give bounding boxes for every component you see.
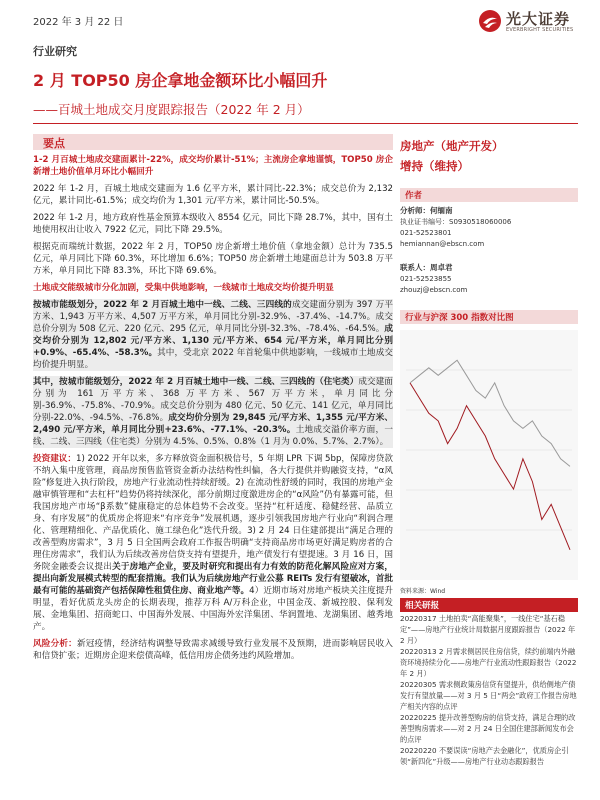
rating-label: 增持（维持）	[400, 159, 469, 173]
chart-heading-bar	[400, 310, 578, 324]
analyst-cert: 执业证书编号：S0930518060006	[400, 218, 512, 226]
index-comparison-chart	[400, 330, 578, 580]
logo-english: EVERBRIGHT SECURITIES	[506, 27, 574, 33]
everbright-logo-icon	[478, 9, 502, 33]
related-heading-bar	[400, 598, 578, 612]
logo-name: 光大证券	[506, 10, 571, 28]
report-date: 2022 年 3 月 22 日	[33, 17, 124, 28]
related-heading: 相关研报	[405, 601, 440, 611]
chart-heading: 行业与沪深 300 指数对比图	[405, 313, 514, 323]
summary-heading-bar	[33, 134, 393, 150]
summary-highlight-2: 土地成交能级城市分化加剧，受集中供地影响，一线城市土地成交均价提升明显	[33, 283, 334, 293]
industry-label: 房地产（地产开发）	[400, 139, 504, 153]
summary-paragraph-city-tiers: 按城市能级划分，2022 年 2 月百城土地中一线、二线、三四线的成交建面分别为 397 万平方米、1,943 万平方米、4,507 万平方米，单月同比分别-32.9%、-37.4%、-14.7%。成交总价分别为 508 亿元、220 亿元、295 亿元，单月同比分别-32.3%、-78.4%、-64.5%。成交均价分别为 12,802 元/平方米、1,130 元/平方米、654 元/平方米，单月同比分别+0.9%、-65.4%、-58.3%。其中，受北京 2022 年首轮集中供地影响，一线城市土地成交均价提升明显。	[33, 300, 394, 370]
summary-highlight-1: 1-2 月百城土地成交建面累计-22%，成交均价累计-51%；主流房企拿地谨慎，TOP50 房企新增土地价值单月环比小幅回升	[33, 155, 393, 177]
summary-paragraph-residential: 其中，按城市能级划分，2022 年 2 月百城土地中一线、二线、三四线的（住宅类）成交建面分别为 161 万平方米、368 万平方米、567 万平方米，单月同比分别-36.9%、-75.8%、-70.9%。成交总价分别为 480 亿元、50 亿元、141 亿元，单月同比分别-22.0%、-94.5%、-76.8%。成交均价分别为 29,845 元/平方米、1,355 元/平方米、2,490 元/平方米，单月同比分别+23.6%、-77.1%、-20.3%。土地成交溢价率方面，一线、二线、三四线（住宅类）分别为 4.5%、0.5%、0.8%（1 月为 0.0%、5.7%、2.7%）。	[33, 377, 393, 447]
report-subtitle: ——百城土地成交月度跟踪报告（2022 年 2 月）	[33, 102, 310, 117]
title-divider	[33, 123, 578, 124]
authors-heading: 作者	[405, 191, 423, 201]
summary-body	[33, 154, 393, 667]
analyst-phone: 021-52523801	[400, 229, 452, 237]
company-logo	[478, 6, 578, 36]
summary-paragraph: 2022 年 1-2 月，地方政府性基金预算本级收入 8554 亿元，同比下降 28.7%，其中，国有土地使用权出让收入 7922 亿元，同比下降 29.5%。	[33, 213, 393, 235]
investment-advice: 投资建议：1) 2022 开年以来，多方释放资金面积极信号，5 年期 LPR 下调 5bp，保障房贷款不纳入集中度管理，商品房预售监管资金新办法结构性纠偏，各大行提供并购融资支持，“α风险”修复进入执行阶段，房地产行业流动性持续舒缓。2) 在流动性舒缓的同时，我国的房地产金融审慎管理和“去杠杆”趋势仍将持续深化，部分前期过度激进房企的“α风险”仍有暴露可能，但我国房地产市场“β系数”健康稳定的总体趋势不会改变。坚持“杠杆适度、稳健经营、品质立身、有序发展”的优质房企将迎来“有序竞争”发展机遇，逐步引领我国房地产行业向“利润合理化、管理精细化、产品优质化、施工绿色化”迭代升级。3) 2 月 24 日住建部提出“满足合理的改善型购房需求”，3 月 5 日全国两会政府工作报告明确“支持商品房市场更好满足购房者的合理住房需求”，我们认为后续改善房信贷支持有望提升，地产债发行有望提速。3 月 16 日，国务院金融委会议提出关于房地产企业，要及时研究和提出有力有效的防范化解风险应对方案，提出向新发展模式转型的配套措施。我们认为后续房地产行业公募 REITs 发行有望破冰，首批最有可能的基础资产包括保障性租赁住房、商业地产等。4）近期市场对房地产板块关注度提升明显，看好优质龙头房企的长期表现，推荐万科 A/万科企业，中国金茂、新城控股、保利发展、金地集团、招商蛇口、中国海外发展、中国海外宏洋集团、华润置地、龙湖集团、越秀地产。	[33, 454, 393, 632]
contact-name: 联系人：周卓君	[400, 263, 453, 272]
analyst-name: 分析师：何缅南	[400, 206, 453, 215]
related-report-item[interactable]: 20220305 需求侧政策房信贷有望提升，供给侧地产债发行有望放量——对 3 月 5 日“两会”政府工作报告房地产相关内容的点评	[400, 680, 577, 711]
related-report-item[interactable]: 20220317 土地拍卖“高能聚集”，一线住宅“基石稳定”——房地产行业统计局数据月度跟踪报告（2022 年 2 月）	[400, 614, 576, 645]
related-report-item[interactable]: 20220313 2 月需求侧居民住房信贷，续约前端内外融资环境持续分化——房地产行业流动性跟踪报告（2022 年 2 月）	[400, 647, 577, 678]
summary-paragraph: 2022 年 1-2 月，百城土地成交建面为 1.6 亿平方米，累计同比-22.3%；成交总价为 2,132 亿元，累计同比-61.5%；成交均价为 1,301 元/平方米，累计同比-50.5%。	[33, 184, 393, 206]
contact-phone: 021-52523855	[400, 275, 452, 283]
authors-heading-bar	[400, 188, 578, 202]
related-report-item[interactable]: 20220220 不要误读“房地产去金融化”，优质房企引领“新四化”升级——房地产行业动态跟踪报告	[400, 746, 569, 766]
chart-background	[400, 330, 578, 580]
analyst-email[interactable]: hemiannan@ebscn.com	[400, 240, 485, 248]
chart-source: 资料来源：Wind	[400, 588, 446, 595]
risk-analysis: 风险分析：新冠疫情，经济结构调整导致需求减缓导致行业发展不及预期，进而影响居民收入和信贷扩张；近期房企迎来偿债高峰，低信用房企债务违约风险增加。	[33, 639, 393, 661]
summary-heading: 要点	[43, 137, 65, 150]
related-report-item[interactable]: 20220225 提升改善型购房的信贷支持，满足合理的改善型购房需求——对 2 月 24 日全国住建部新闻发布会的点评	[400, 713, 576, 744]
related-reports-list	[400, 613, 578, 767]
contact-email[interactable]: zhouzj@ebscn.com	[400, 286, 468, 294]
report-type: 行业研究	[33, 45, 77, 58]
report-title: 2 月 TOP50 房企拿地金额环比小幅回升	[33, 71, 328, 90]
summary-paragraph: 根据克而瑞统计数据，2022 年 2 月，TOP50 房企新增土地价值（拿地金额）总计为 735.5 亿元，单月同比下降 60.3%，环比增加 6.6%；TOP50 房企新增土地建面总计为 503.8 万平方米，单月同比下降 83.3%，环比下降 69.6%。	[33, 242, 393, 276]
